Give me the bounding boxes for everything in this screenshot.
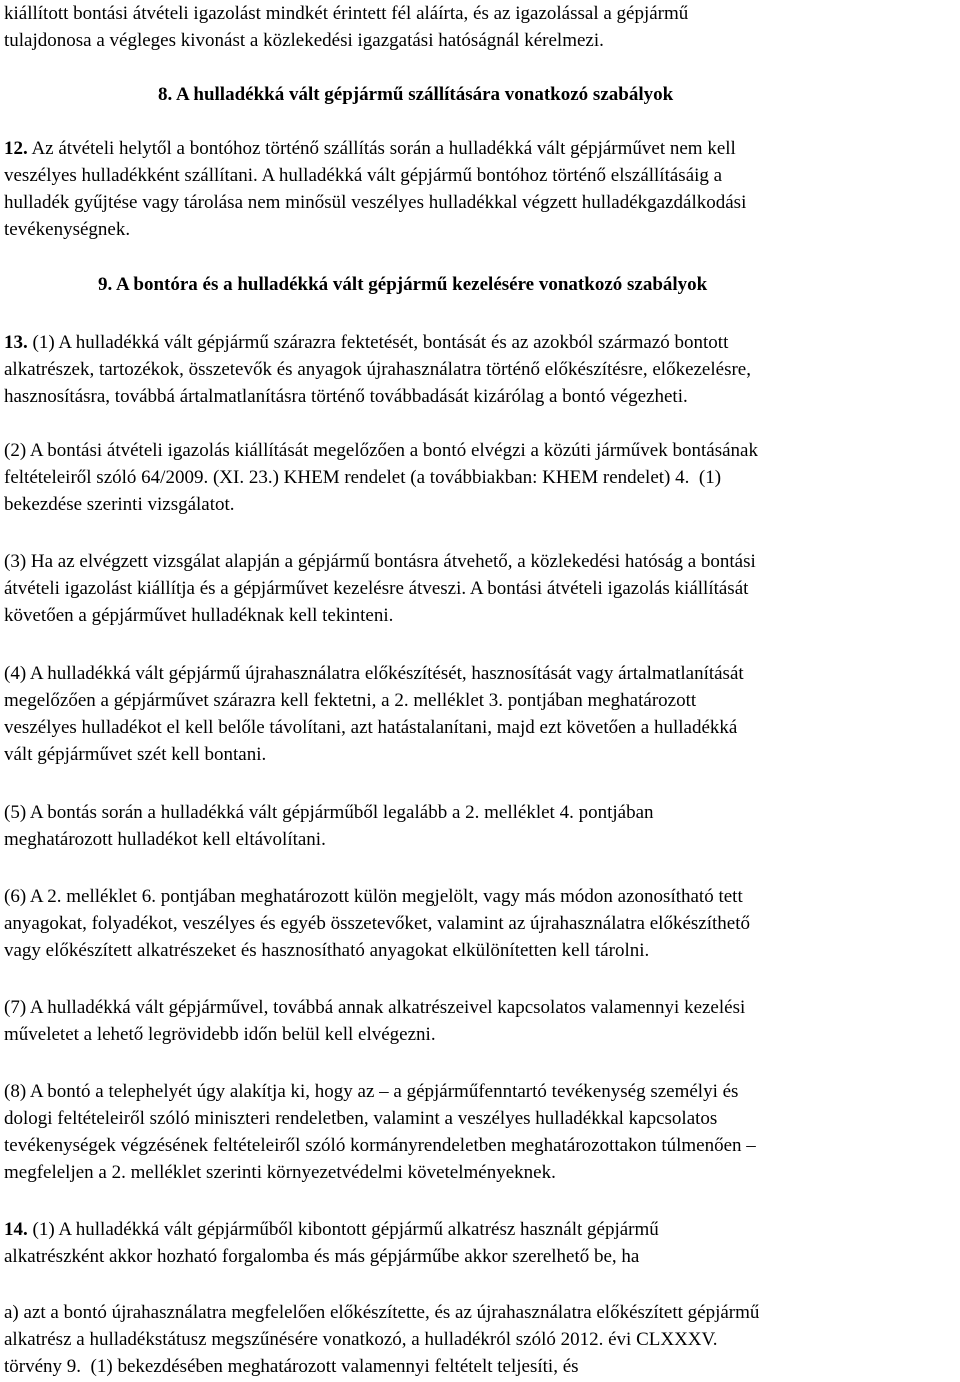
intro-line-1: kiállított bontási átvételi igazolást mindkét érintett fél aláírta, és az igazolással a gépjármű [4,3,689,24]
para-13-5-line-2: meghatározott hulladékot kell eltávolítani. [4,829,326,850]
para-14-1-line-1: 14. (1) A hulladékká vált gépjárműből kibontott gépjármű alkatrész használt gépjármű [4,1219,659,1240]
para-13-4-line-4: vált gépjárművet szét kell bontani. [4,744,267,765]
para-13-1-line-1: 13. (1) A hulladékká vált gépjármű szárazra fektetését, bontását és az azokból származó bontott [4,332,729,353]
section-8-heading: 8. A hulladékká vált gépjármű szállítására vonatkozó szabályok [158,84,674,105]
para-13-4-line-1: (4) A hulladékká vált gépjármű újrahasználatra előkészítését, hasznosítását vagy ártalmatlanítását [4,663,744,684]
para-12-line-1: 12. Az átvételi helytől a bontóhoz történő szállítás során a hulladékká vált gépjárművet nem kell [4,138,736,159]
para-13-number: 13. [4,332,28,353]
para-13-3-line-1: (3) Ha az elvégzett vizsgálat alapján a gépjármű bontásra átvehető, a közlekedési hatóság a bontási [4,551,756,572]
section-9-heading: 9. A bontóra és a hulladékká vált gépjármű kezelésére vonatkozó szabályok [98,274,708,295]
para-12-line-2: veszélyes hulladékként szállítani. A hulladékká vált gépjármű bontóhoz történő elszállításáig a [4,165,723,186]
para-13-8-line-2: dologi feltételeiről szóló miniszteri rendeletben, valamint a veszélyes hulladékkal kapcsolatos [4,1108,718,1129]
para-12-number: 12. [4,138,28,159]
para-13-4-line-3: veszélyes hulladékot el kell belőle távolítani, azt hatástalanítani, majd ezt követően a hulladékká [4,717,738,738]
para-12-line-4: tevékenységnek. [4,219,131,240]
para-13-3-line-2: átvételi igazolást kiállítja és a gépjárművet kezelésre átveszi. A bontási átvételi igazolás kiállítását [4,578,749,599]
para-13-8-line-1: (8) A bontó a telephelyét úgy alakítja ki, hogy az – a gépjárműfenntartó tevékenység személyi és [4,1081,739,1102]
para-14-1-line-2: alkatrészként akkor hozható forgalomba és más gépjárműbe akkor szerelhető be, ha [4,1246,640,1267]
para-13-8-line-3: tevékenységek végzésének feltételeiről szóló kormányrendeletben meghatározottakon túlmenően – [4,1135,756,1156]
para-14-a-line-3: törvény 9. (1) bekezdésében meghatározott valamennyi feltételt teljesíti, és [4,1356,579,1377]
para-13-1-line-3: hasznosításra, továbbá ártalmatlanításra történő továbbadását kizárólag a bontó végezheti. [4,386,688,407]
para-14-a-line-1: a) azt a bontó újrahasználatra megfelelően előkészítette, és az újrahasználatra előkészített gépjármű [4,1302,760,1323]
para-13-2-line-3: bekezdése szerinti vizsgálatot. [4,494,235,515]
para-14-number: 14. [4,1219,28,1240]
para-13-8-line-4: megfeleljen a 2. melléklet szerinti környezetvédelmi követelményeknek. [4,1162,556,1183]
para-13-6-line-3: vagy előkészített alkatrészeket és hasznosítható anyagokat elkülönítetten kell tárolni. [4,940,650,961]
para-13-1-line-2: alkatrészek, tartozékok, összetevők és anyagok újrahasználatra történő előkészítésre, előkezelésre, [4,359,751,380]
para-13-5-line-1: (5) A bontás során a hulladékká vált gépjárműből legalább a 2. melléklet 4. pontjában [4,802,654,823]
para-13-2-line-2: feltételeiről szóló 64/2009. (XI. 23.) KHEM rendelet (a továbbiakban: KHEM rendelet) 4. (1) [4,467,722,488]
para-13-4-line-2: megelőzően a gépjárművet szárazra kell fektetni, a 2. melléklet 3. pontjában meghatározott [4,690,697,711]
para-14-a-line-2: alkatrész a hulladékstátusz megszűnésére vonatkozó, a hulladékról szóló 2012. évi CLXXXV. [4,1329,718,1350]
para-12-line-3: hulladék gyűjtése vagy tárolása nem minősül veszélyes hulladékkal végzett hulladékgazdálkodási [4,192,747,213]
para-13-7-line-1: (7) A hulladékká vált gépjárművel, továbbá annak alkatrészeivel kapcsolatos valamennyi kezelési [4,997,746,1018]
intro-line-2: tulajdonosa a végleges kivonást a közlekedési igazgatási hatóságnál kérelmezi. [4,30,604,51]
para-13-6-line-2: anyagokat, folyadékot, veszélyes és egyéb összetevőket, valamint az újrahasználatra előkészíthető [4,913,750,934]
para-13-3-line-3: követően a gépjárművet hulladéknak kell tekinteni. [4,605,394,626]
para-13-6-line-1: (6) A 2. melléklet 6. pontjában meghatározott külön megjelölt, vagy más módon azonosítható tett [4,886,743,907]
para-13-2-line-1: (2) A bontási átvételi igazolás kiállítását megelőzően a bontó elvégzi a közúti járművek bontásának [4,440,758,461]
para-13-7-line-2: műveletet a lehető legrövidebb időn belül kell elvégezni. [4,1024,436,1045]
